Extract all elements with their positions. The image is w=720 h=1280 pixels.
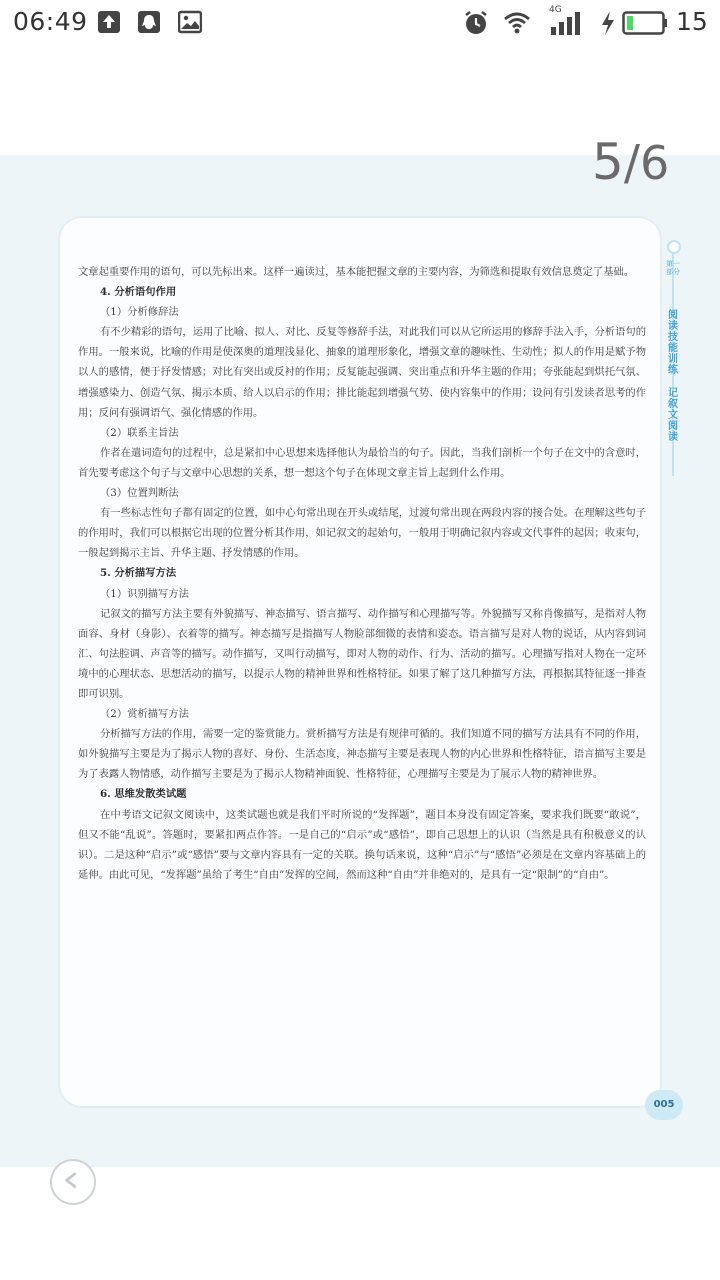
subsection-heading: （1）分析修辞法 — [100, 306, 179, 319]
paragraph: 记叙文的描写方法主要有外貌描写、神态描写、语言描写、动作描写和心理描写等。外貌描写又称肖像描写，是指对人物面容、身材（身影）、衣着等的描写。神态描写是指描写人物脸部细微的表情和姿态。语言描写是对人物的说话，从内容到词汇、句法腔调、声音等的描写。动作描写，又叫行动描写，即对人物的动作、行为、活动的描写。心理描写指对人物在一定环境中的心理状态、思想活动的描写，以提示人物的精神世界和性格特征。如果了解了这几种描写方法，再根据其特征逐一排查即可识别。 — [78, 607, 646, 700]
page-number-badge: 005 — [645, 1090, 683, 1120]
wifi-icon — [503, 10, 531, 36]
paragraph: 分析描写方法的作用，需要一定的鉴赏能力。赏析描写方法是有规律可循的。我们知道不同的描写方法具有不同的作用，如外貌描写主要是为了揭示人物的喜好、身份、生活态度，神态描写主要是表现人物的内心世界和性格特征，语言描写主要是为了表露人物情感，动作描写主要是为了揭示人物精神面貌、性格特征，心理描写主要是为了展示人物的精神世界。 — [78, 728, 646, 781]
back-button[interactable] — [50, 1159, 96, 1205]
total-pages: 6 — [639, 136, 670, 190]
side-section-tab — [662, 240, 684, 480]
subsection-heading: （2）赏析描写方法 — [100, 708, 189, 721]
paragraph: 作者在遣词造句的过程中，总是紧扣中心思想来选择他认为最恰当的句子。因此，当我们剖析一个句子在文中的含意时，首先要考虑这个句子与文章中心思想的关系，想一想这个句子在体现文章主旨上起到什么作用。 — [78, 446, 646, 479]
qq-notification-icon — [137, 10, 161, 34]
side-tab-genre: 记叙文阅读 — [668, 388, 678, 443]
battery-level: 15 — [676, 7, 708, 36]
alarm-icon — [463, 10, 489, 36]
side-tab-part: 第一部分 — [666, 260, 680, 276]
document-text — [78, 262, 646, 885]
battery-icon — [622, 10, 668, 36]
image-icon — [178, 10, 202, 34]
side-tab-skill: 阅读技能训练 — [668, 310, 678, 376]
paragraph: 在中考语文记叙文阅读中，这类试题也就是我们平时所说的“发挥题”，题目本身没有固定答案，要求我们既要“敢说”，但又不能“乱说”。答题时，要紧扣两点作答。一是自己的“启示”或“感悟”，即自己思想上的认识（当然是具有积极意义的认识）。二是这种“启示”或“感悟”要与文章内容具有一定的关联。换句话来说，这种“启示”与“感悟”必须是在文章内容基础上的延伸。由此可见，“发挥题”虽给了考生“自由”发挥的空间，然而这种“自由”并非绝对的，是具有一定“限制”的“自由”。 — [78, 808, 646, 881]
network-type-label: 4G — [549, 5, 562, 15]
paragraph: 有不少精彩的语句，运用了比喻、拟人、对比、反复等修辞手法，对此我们可以从它所运用的修辞手法入手，分析语句的作用。一般来说，比喻的作用是使深奥的道理浅显化、抽象的道理形象化，增强文章的趣味性、生动性；拟人的作用是赋予物以人的感情，便于抒发情感；对比有突出或反衬的作用；反复能起强调、突出重点和升华主题的作用；夸张能起到烘托气氛、增强感染力、创造气氛、揭示本质、给人以启示的作用；排比能起到增强气势、使内容集中的作用；设问有引发读者思考的作用；反问有强调语气、强化情感的作用。 — [78, 326, 646, 419]
section-heading: 5. 分析描写方法 — [100, 567, 177, 580]
subsection-heading: （3）位置判断法 — [100, 487, 179, 500]
section-heading: 6. 思维发散类试题 — [100, 788, 187, 801]
page-separator: / — [623, 135, 640, 191]
side-tab-dot — [667, 240, 681, 254]
subsection-heading: （1）识别描写方法 — [100, 587, 189, 600]
current-page: 5 — [592, 133, 624, 191]
status-bar — [0, 0, 720, 46]
document-page-image[interactable] — [60, 218, 660, 1106]
paragraph: 有一些标志性句子都有固定的位置，如中心句常出现在开头或结尾，过渡句常出现在两段内容的接合处。在理解这些句子的作用时，我们可以根据它出现的位置分析其作用，如记叙文的起始句，一般用于明确记叙内容或文代事件的起因；收束句，一般起到揭示主旨、升华主题、抒发情感的作用。 — [78, 507, 646, 560]
chevron-left-icon — [52, 1161, 94, 1203]
page-counter — [592, 133, 669, 191]
section-heading: 4. 分析语句作用 — [100, 286, 177, 299]
signal-icon — [547, 10, 587, 36]
subsection-heading: （2）联系主旨法 — [100, 426, 179, 439]
upload-icon — [97, 10, 121, 34]
status-time: 06:49 — [13, 7, 88, 36]
paragraph: 文章起重要作用的语句，可以先标出来。这样一遍读过，基本能把握文章的主要内容，为筛选和提取有效信息奠定了基础。 — [78, 266, 635, 278]
charging-icon — [600, 10, 616, 36]
